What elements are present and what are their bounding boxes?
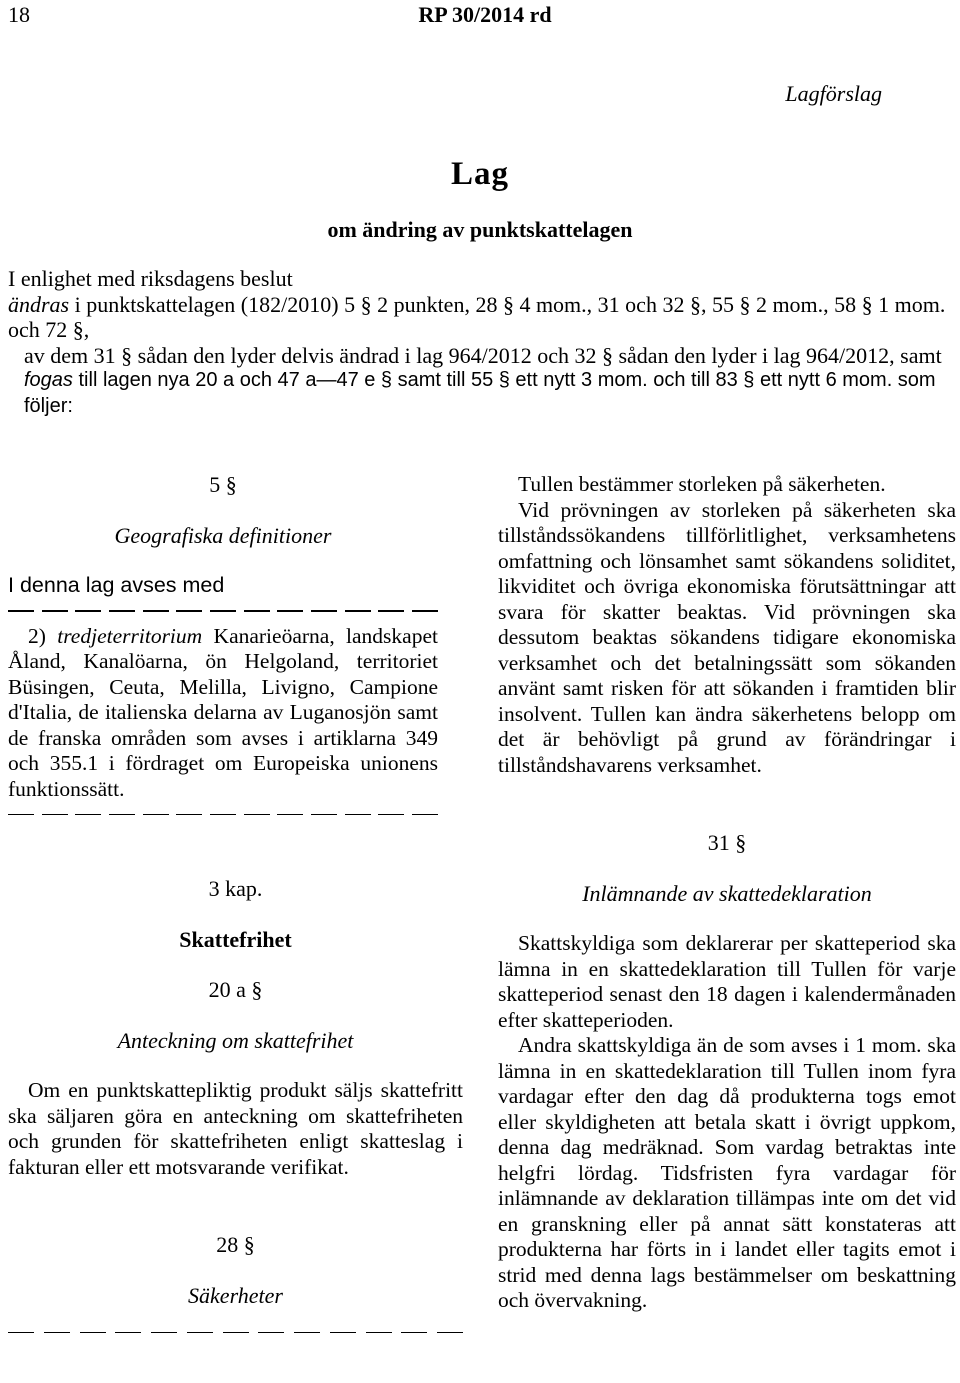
section-31-paragraph-1: Skattskyldiga som deklarerar per skatteperiod ska lämna in en skattedeklaration till Tullen för varje skatteperiod senast den 18 dagen i kalendermånaden efter skatteperioden. xyxy=(498,931,956,1032)
preamble xyxy=(8,266,960,419)
law-title: Lag xyxy=(450,156,509,192)
fogas-word: fogas xyxy=(24,369,73,391)
andras-text: i punktskattelagen (182/2010) 5 § 2 punkten, 28 § 4 mom., 31 och 32 §, 55 § 2 mom., 58 § 1 mom. och 72 §, xyxy=(8,291,946,342)
preamble-andras xyxy=(8,292,960,343)
omission-dashes xyxy=(8,599,438,624)
page-number: 18 xyxy=(8,2,30,27)
preamble-avdem: av dem 31 § sådan den lyder delvis ändrad i lag 964/2012 och 32 § sådan den lyder i lag 964/2012, samt xyxy=(24,342,942,368)
section-20a-number: 20 a § xyxy=(208,977,263,1002)
section-31-heading: Inlämnande av skattedeklaration xyxy=(582,880,872,906)
item-text: Kanarieöarna, landskapet Åland, Kanalöarna, ön Helgoland, territoriet Büsingen, Ceuta, Melilla, Livigno, Campione d'Italia, de italienska delarna av Luganosjön samt de franska områden som avses i artiklarna 349 och 355.1 i fördraget om Europeiska unionens funktionssätt. xyxy=(8,623,438,801)
right-column xyxy=(498,472,956,1314)
section-28-heading: Säkerheter xyxy=(188,1282,283,1308)
left-column-bottom xyxy=(8,876,463,1345)
item-term: tredjeterritorium xyxy=(57,623,203,648)
section-20a-text: Om en punktskattepliktig produkt säljs skattefritt ska säljaren göra en anteckning om skattefriheten och grunden för skattefriheten enligt skatteslag i fakturan eller ett motsvarande verifikat. xyxy=(8,1078,463,1179)
law-subtitle: om ändring av punktskattelagen xyxy=(327,217,633,242)
preamble-line-1: I enlighet med riksdagens beslut xyxy=(8,266,293,291)
fogas-text: till lagen nya 20 a och 47 a—47 e § samt till 55 § ett nytt 3 mom. och till 83 § ett nytt 6 mom. som följer: xyxy=(24,369,936,417)
section-31-number: 31 § xyxy=(707,830,747,855)
chapter-number: 3 kap. xyxy=(208,876,263,901)
andras-word: ändras xyxy=(8,291,70,317)
document-type: Lagförslag xyxy=(785,81,882,106)
section-31-paragraph-2: Andra skattskyldiga än de som avses i 1 mom. ska lämna in en skattedeklaration till Tullen inom fyra vardagar efter den dag då produkterna togs emot eller skyldigheten att betala skatt i övrigt uppkom, denna dag medräknad. Som vardag betraktas inte helgfri lördag. Tidsfristen fyra vardagar för inlämnande av deklaration tillämpas inte om det vid en granskning eller på annat sätt konstateras att produkterna har förts in i landet eller tagits emot i strid med denna lags bestämmelser om beskattning och övervakning. xyxy=(498,1033,956,1312)
section-5-number: 5 § xyxy=(209,472,237,497)
left-column-top xyxy=(8,472,438,827)
document-id: RP 30/2014 rd xyxy=(418,2,552,27)
section-5-intro: I denna lag avses med xyxy=(8,573,225,597)
section-28-number: 28 § xyxy=(216,1232,255,1257)
item-number: 2) xyxy=(28,623,58,648)
omission-dashes xyxy=(8,1320,463,1345)
section-20a-heading: Anteckning om skattefrihet xyxy=(117,1027,354,1053)
section-5-heading: Geografiska definitioner xyxy=(114,522,332,548)
omission-dashes xyxy=(8,802,438,827)
section-5-item-2 xyxy=(8,624,438,803)
section-28-paragraph-2: Vid prövningen av storleken på säkerheten ska tillståndssökandens tillförlitlighet, verksamhetens omfattning och lönsamhet samt sökandens soliditet, likviditet och övriga ekonomiska förutsättningar att svara för skatter beaktas. Vid prövningen ska dessutom beaktas sökandens tidigare ekonomiska verksamhet och det betalningssätt som sökanden använt samt risken för att sökanden i framtiden blir insolvent. Tullen kan ändra säkerhetens belopp om det är behövligt på grund av förändringar i tillståndshavarens verksamhet. xyxy=(498,497,956,777)
preamble-fogas xyxy=(8,368,960,419)
section-28-paragraph-1: Tullen bestämmer storleken på säkerheten. xyxy=(518,472,886,496)
chapter-title: Skattefrihet xyxy=(179,926,292,952)
